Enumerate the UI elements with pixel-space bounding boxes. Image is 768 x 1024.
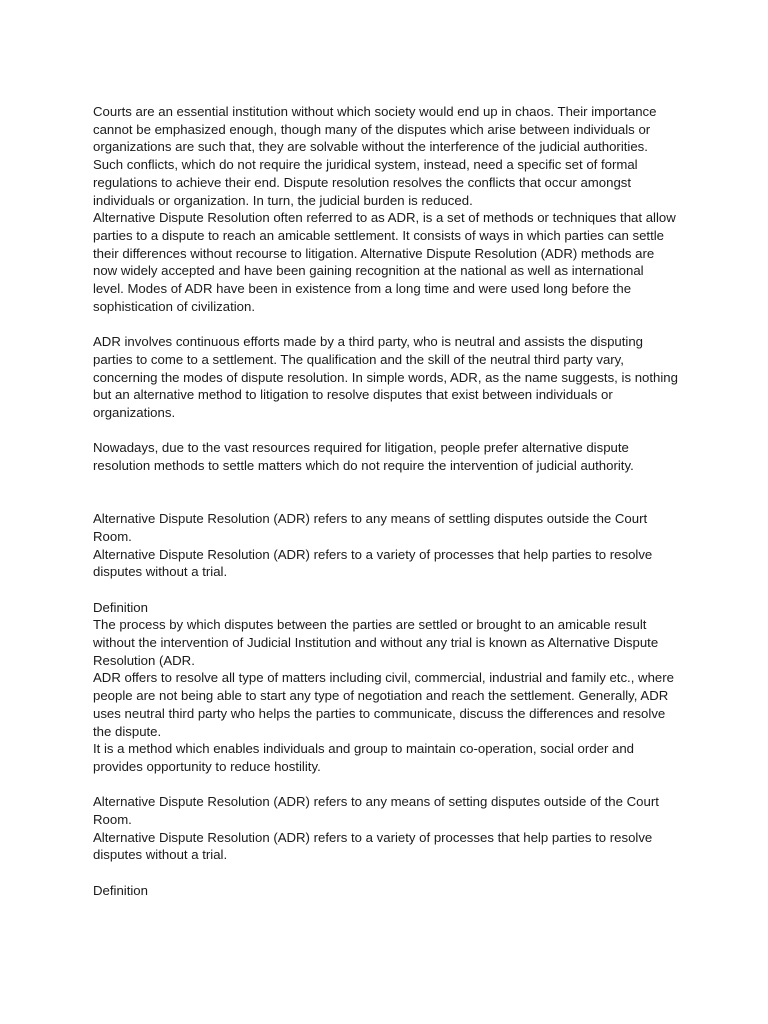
paragraph-spacer xyxy=(93,776,678,794)
paragraph-courts-intro: Courts are an essential institution without which society would end up in chaos. Their importance cannot be emphasized enough, though many of the disputes which arise between individuals or organizations are such that, they are solvable without the interference of the judicial authorities. Such conflicts, which do not require the juridical system, instead, need a specific set of formal regulations to achieve their end. Dispute resolution resolves the conflicts that occur amongst individuals or organization. In turn, the judicial burden is reduced. xyxy=(93,104,657,208)
paragraph-adr-processes: Alternative Dispute Resolution (ADR) refers to a variety of processes that help parties to resolve disputes without a trial. xyxy=(93,546,653,580)
paragraph-spacer xyxy=(93,422,678,440)
paragraph-adr-means-repeat: Alternative Dispute Resolution (ADR) refers to any means of setting disputes outside of the Court Room. xyxy=(93,794,659,828)
paragraph-nowadays: Nowadays, due to the vast resources required for litigation, people prefer alternative dispute resolution methods to settle matters which do not require the intervention of judicial authority. xyxy=(93,440,634,474)
paragraph-adr-offers: ADR offers to resolve all type of matters including civil, commercial, industrial and family etc., where people are not being able to start any type of negotiation and reach the settlement. Generally, ADR uses neutral third party who helps the parties to communicate, discuss the differences and resolve the dispute. xyxy=(93,670,674,739)
paragraph-adr-overview: Alternative Dispute Resolution often referred to as ADR, is a set of methods or techniques that allow parties to a dispute to reach an amicable settlement. It consists of ways in which parties can settle their differences without recourse to litigation. Alternative Dispute Resolution (ADR) methods are now widely accepted and have been gaining recognition at the national as well as international level. Modes of ADR have been in existence from a long time and were used long before the sophistication of civilization. xyxy=(93,210,676,314)
paragraph-adr-means: Alternative Dispute Resolution (ADR) refers to any means of settling disputes outside the Court Room. xyxy=(93,511,648,544)
heading-definition: Definition xyxy=(93,599,148,615)
paragraph-spacer xyxy=(93,864,678,882)
paragraph-cooperation: It is a method which enables individuals and group to maintain co-operation, social order and provides opportunity to reduce hostility. xyxy=(93,741,635,774)
paragraph-spacer xyxy=(93,315,678,333)
paragraph-adr-processes-repeat: Alternative Dispute Resolution (ADR) refers to a variety of processes that help parties to resolve disputes without a trial. xyxy=(93,829,653,863)
paragraph-spacer xyxy=(93,475,678,510)
document-body xyxy=(93,103,678,900)
paragraph-third-party: ADR involves continuous efforts made by a third party, who is neutral and assists the disputing parties to come to a settlement. The qualification and the skill of the neutral third party vary, concerning the modes of dispute resolution. In simple words, ADR, as the name suggests, is nothing but an alternative method to litigation to resolve disputes that exist between individuals or organizations. xyxy=(93,334,678,420)
heading-definition-repeat: Definition xyxy=(93,882,148,898)
paragraph-definition-process: The process by which disputes between the parties are settled or brought to an amicable result without the intervention of Judicial Institution and without any trial is known as Alternative Dispute Resolution (ADR. xyxy=(93,617,659,668)
paragraph-spacer xyxy=(93,581,678,599)
